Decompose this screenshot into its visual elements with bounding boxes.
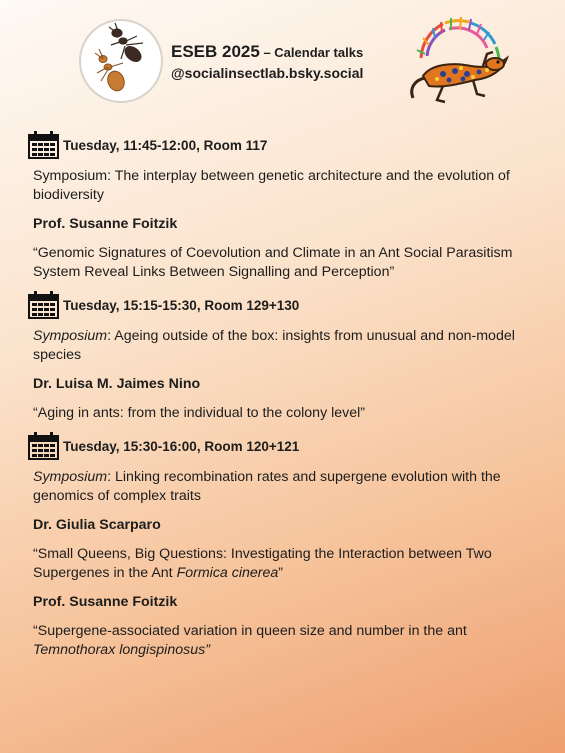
schedule <box>27 130 537 660</box>
session-time-room: Tuesday, 11:45-12:00, Room 117 <box>63 137 268 153</box>
session-2 <box>27 290 537 423</box>
session-header <box>28 431 537 461</box>
session-header <box>28 130 537 160</box>
speaker-name: Dr. Giulia Scarparo <box>33 517 161 533</box>
talk-title: “Genomic Signatures of Coevolution and Climate in an Ant Social Parasitism System Reveal Links Between Signalling and Perception” <box>33 245 513 280</box>
talk-title: “Aging in ants: from the individual to the colony level” <box>33 405 366 421</box>
event-subtitle: – Calendar talks <box>259 45 364 60</box>
session-header <box>28 290 537 320</box>
ant-illustration-icon <box>79 19 163 103</box>
calendar-icon <box>28 131 59 159</box>
social-handle: @socialinsectlab.bsky.social <box>171 65 364 81</box>
talk-title: “Small Queens, Big Questions: Investigating the Interaction between Two Supergenes in the Ant Formica cinerea” <box>33 546 492 581</box>
session-time-room: Tuesday, 15:30-16:00, Room 120+121 <box>63 438 300 454</box>
calendar-icon <box>28 291 59 319</box>
event-title: ESEB 2025 <box>171 42 260 61</box>
calendar-icon <box>28 432 59 460</box>
talk-title: “Supergene-associated variation in queen size and number in the ant Temnothorax longispinosus” <box>33 623 467 658</box>
speaker-name: Prof. Susanne Foitzik <box>33 216 178 232</box>
session-3 <box>27 431 537 660</box>
header <box>0 0 565 120</box>
symposium-title: Symposium: The interplay between genetic architecture and the evolution of biodiversity <box>33 168 510 203</box>
symposium-title: Symposium: Linking recombination rates and supergene evolution with the genomics of complex traits <box>33 469 501 504</box>
colorful-salamander-gene-art-icon <box>403 14 513 112</box>
symposium-title: Symposium: Ageing outside of the box: insights from unusual and non-model species <box>33 328 515 363</box>
speaker-name: Prof. Susanne Foitzik <box>33 594 178 610</box>
speaker-name: Dr. Luisa M. Jaimes Nino <box>33 376 201 392</box>
title-block <box>171 42 406 83</box>
session-time-room: Tuesday, 15:15-15:30, Room 129+130 <box>63 297 300 313</box>
session-1 <box>27 130 537 282</box>
